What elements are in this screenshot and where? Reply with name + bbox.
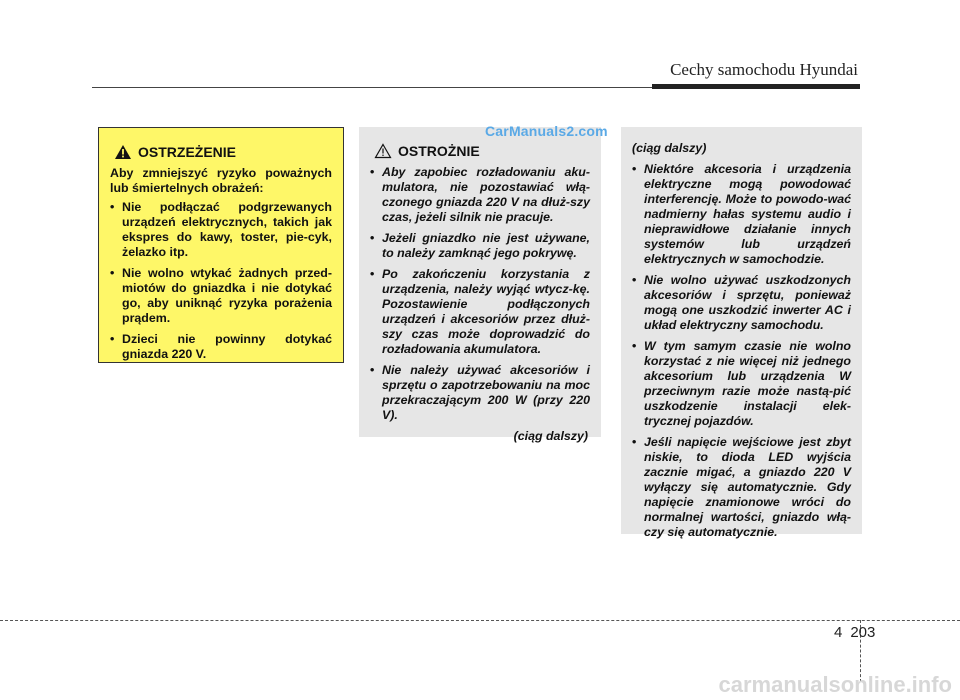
warning-heading-text: OSTRZEŻENIE [138, 143, 237, 160]
continued-box [621, 127, 862, 539]
caution-box [359, 127, 601, 443]
continued-item: • Niektóre akcesoria i urządzenia elektryczne mogą powodować interferencję. Może to powodo-wać nadmierny hałas systemu audio i nieprawidłowe działanie innych systemów lub urządzeń elektrycznych w samochodzie. [632, 162, 851, 267]
watermark-carmanualsonline: carmanualsonline.info [718, 672, 952, 697]
page-number [834, 624, 875, 641]
warning-list [110, 200, 332, 362]
warning-item: • Nie wolno wtykać żadnych przed-miotów do gniazdka i nie dotykać go, aby uniknąć ryzyka porażenia prądem. [110, 266, 332, 326]
warning-item: • Nie podłączać podgrzewanych urządzeń elektrycznych, takich jak ekspres do kawy, toster, pie-cyk, żelazko itp. [110, 200, 332, 260]
caution-heading-text: OSTROŻNIE [398, 142, 480, 159]
caution-list [370, 165, 590, 423]
warning-box [98, 127, 344, 363]
warning-intro: Aby zmniejszyć ryzyko poważnych lub śmiertelnych obrażeń: [110, 166, 332, 195]
warning-triangle-outline-icon [374, 143, 392, 159]
continued-item: • Nie wolno używać uszkodzonych akcesoriów i sprzętu, ponieważ mogą one uszkodzić inwerter AC i układ elektryczny samochodu. [632, 273, 851, 333]
footer-rule [0, 620, 960, 621]
warning-triangle-icon [114, 144, 132, 160]
warning-item: • Dzieci nie powinny dotykać gniazda 220 V. [110, 332, 332, 362]
caution-item: • Po zakończeniu korzystania z urządzenia, należy wyjąć wtycz-kę. Pozostawienie podłączonych urządzeń i akcesoriów przez dłuż-szy czas może doprowadzić do rozładowania akumulatora. [370, 267, 590, 357]
continued-label: (ciąg dalszy) [632, 141, 707, 155]
page-number-value: 203 [850, 624, 876, 641]
continued-item: • W tym samym czasie nie wolno korzystać z nie więcej niż jednego akcesorium lub urządzenia W przeciwnym razie może nastą-pić uszkodzenie instalacji elek-trycznej pojazdów. [632, 339, 851, 429]
caution-continued-label: (ciąg dalszy) [513, 429, 588, 443]
warning-heading [114, 144, 332, 160]
page-header-title: Cechy samochodu Hyundai [670, 60, 858, 79]
continued-list [632, 162, 851, 540]
chapter-number: 4 [834, 624, 843, 641]
caution-heading [374, 143, 590, 159]
continued-item: • Jeśli napięcie wejściowe jest zbyt niskie, to dioda LED wyjścia zacznie migać, a gniazdo 220 V wyłączy się automatycznie. Gdy napięcie znamionowe wróci do normalnej wartości, gniazdo włą-czy się automatycznie. [632, 435, 851, 540]
header-bar [652, 84, 860, 89]
caution-item: • Jeżeli gniazdko nie jest używane, to należy zamknąć jego pokrywę. [370, 231, 590, 261]
caution-item: • Aby zapobiec rozładowaniu aku-mulatora, nie pozostawiać włą-czonego gniazda 220 V na dłuż-szy czas, jeżeli silnik nie pracuje. [370, 165, 590, 225]
caution-item: • Nie należy używać akcesoriów i sprzętu o zapotrzebowaniu na moc przekraczającym 200 W (przy 220 V). [370, 363, 590, 423]
watermark-carmanuals2: CarManuals2.com [485, 123, 608, 139]
